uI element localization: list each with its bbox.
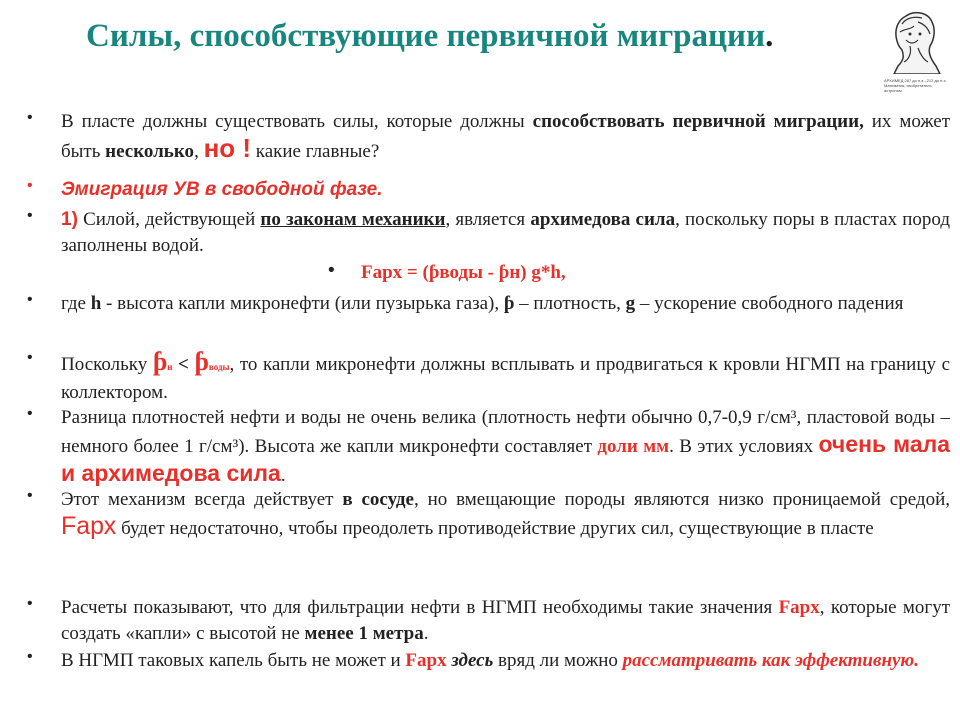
b8-text: Расчеты показывают, что для фильтрации нефти в НГМП необходимы такие значения — [61, 597, 773, 618]
b1-but-accent: но ! — [203, 133, 252, 163]
b4-text-4: – ускорение свободного падения — [639, 293, 904, 314]
bullet-density-compare — [61, 349, 950, 406]
b3-text: Силой, действующей — [83, 209, 256, 230]
b5-less-than: < — [178, 354, 189, 375]
bullet-conclusion — [61, 648, 950, 674]
b4-text: где — [61, 293, 86, 314]
bullet-free-phase — [61, 177, 950, 203]
formula-text: Fарх = (ƥводы - ƥн) g*h, — [361, 262, 566, 283]
b6-fractions-mm: доли мм — [597, 436, 670, 457]
bullet-forces-intro — [61, 109, 950, 165]
b3-number: 1) — [61, 209, 78, 230]
title-text: Силы, способствующие первичной миграции — [86, 18, 766, 54]
b8-one-meter: менее 1 метра — [304, 623, 424, 644]
bullet-variables — [61, 291, 950, 317]
b8-farch: Fарх — [778, 597, 820, 618]
b8-text-2: , которые могут создать «капли» с высотой не — [61, 597, 950, 644]
b5-sub-water: воды — [208, 362, 230, 372]
b6-period: . — [280, 465, 286, 486]
b9-text: В НГМП таковых капель быть не может и — [61, 650, 401, 671]
b7-text: Этот механизм всегда действует — [61, 489, 334, 510]
b5-text: Поскольку — [61, 354, 148, 375]
portrait-caption: АРХИМЕД 287 до н.э.–212 до н.э. Математик, изобретатель, астроном — [884, 78, 947, 93]
b4-rho: ƥ — [503, 293, 515, 314]
philosopher-bust-icon — [884, 10, 944, 74]
b5-rho-water: ƥ — [194, 347, 209, 376]
b1-text: В пласте должны существовать силы, которые должны — [61, 111, 525, 132]
b3-text-3: , поскольку поры в пластах пород заполнены водой. — [61, 209, 951, 256]
b2-heading: Эмиграция УВ в свободной фазе. — [61, 179, 383, 200]
b6-text-2: . В этих условиях — [669, 436, 814, 457]
b7-in-vessel: в сосуде — [342, 489, 414, 510]
bullet-density-diff — [61, 405, 950, 489]
page-title — [86, 18, 876, 55]
b9-farch: Fарх — [405, 650, 447, 671]
b3-mechanics: по законам механики — [260, 209, 446, 230]
b5-rho-oil: ƥ — [152, 347, 168, 376]
archimedes-formula — [328, 260, 566, 284]
b6-small-force: очень мала и архимедова сила — [61, 431, 951, 486]
b7-farch: Fарх — [61, 512, 117, 540]
b1-emph-promote: способствовать первичной миграции, — [532, 111, 864, 132]
b1-emph-several: несколько — [105, 141, 195, 162]
b5-sub-oil: н — [167, 362, 173, 372]
b3-archimedes-force: архимедова сила — [530, 209, 676, 230]
b7-text-2: , но вмещающие породы являются низко проницаемой средой, — [413, 489, 950, 510]
bullet-calculations — [61, 595, 950, 647]
b1-text-2: их может быть — [61, 111, 951, 162]
b9-effective: рассматривать как эффективную. — [622, 650, 920, 671]
b7-text-3: будет недостаточно, чтобы преодолеть противодействие других сил, существующие в пласте — [121, 518, 874, 539]
b8-period: . — [423, 623, 429, 644]
b4-text-3: – плотность, — [519, 293, 621, 314]
title-dot: . — [765, 18, 774, 54]
b5-text-2: , то капли микронефти должны всплывать и продвигаться к кровли НГМП на границу с коллектором. — [61, 354, 951, 403]
b4-text-2: - высота капли микронефти (или пузырька газа), — [106, 293, 500, 314]
bullet-archimedes — [61, 207, 950, 259]
b4-g: g — [625, 293, 636, 314]
b1-comma: , — [194, 141, 199, 162]
b1-question: какие главные? — [255, 141, 380, 162]
bullet-vessel — [61, 487, 950, 542]
b3-text-2: , является — [445, 209, 526, 230]
formula-bullet: • — [328, 260, 335, 281]
b6-text: Разница плотностей нефти и воды не очень велика (плотность нефти обычно 0,7-0,9 г/см³, пластовой воды – немного более 1 г/см³). Высота же капли микронефти составляет — [61, 407, 950, 457]
b9-text-2: вряд ли можно — [498, 650, 618, 671]
b4-h: h — [90, 293, 102, 314]
b9-here: здесь — [451, 650, 494, 671]
